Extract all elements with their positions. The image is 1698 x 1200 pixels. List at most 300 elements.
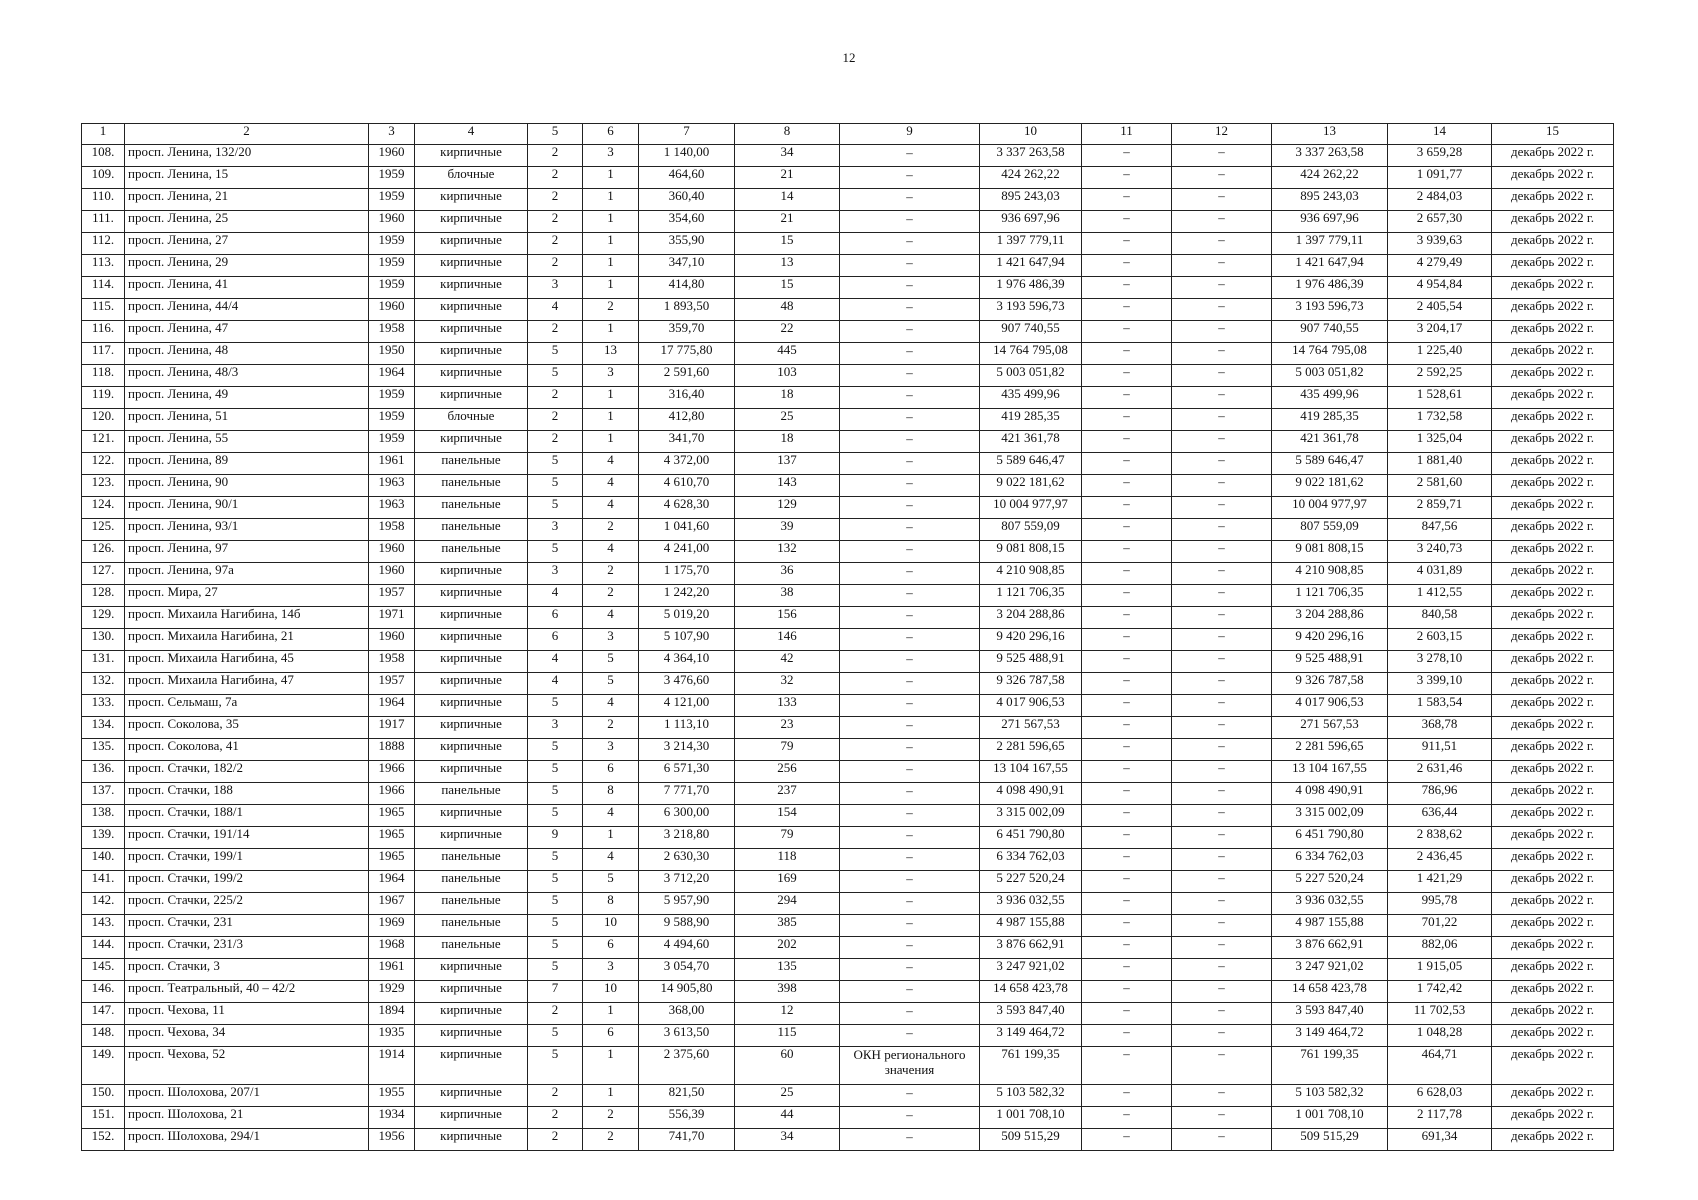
cell-cost-per-sqm: 1 412,55	[1388, 585, 1492, 607]
cell-floors: 5	[528, 849, 583, 871]
cell-deadline: декабрь 2022 г.	[1492, 1047, 1614, 1085]
cell-year-built: 1959	[369, 255, 415, 277]
column-header-7: 7	[639, 124, 735, 145]
table-row	[82, 387, 1614, 409]
cell-year-built: 1969	[369, 915, 415, 937]
cell-cost-col-12: –	[1172, 563, 1272, 585]
cell-cost-col-11: –	[1082, 453, 1172, 475]
cell-entrances: 8	[583, 783, 639, 805]
cell-cost-col-13: 3 593 847,40	[1272, 1003, 1388, 1025]
cell-entrances: 1	[583, 211, 639, 233]
table-row	[82, 673, 1614, 695]
cell-area: 14 905,80	[639, 981, 735, 1003]
cell-heritage-status: –	[840, 915, 980, 937]
cell-row-number: 116.	[82, 321, 125, 343]
cell-year-built: 1958	[369, 321, 415, 343]
cell-cost-col-13: 5 003 051,82	[1272, 365, 1388, 387]
cell-cost-col-12: –	[1172, 761, 1272, 783]
column-header-10: 10	[980, 124, 1082, 145]
cell-heritage-status: –	[840, 959, 980, 981]
cell-cost-col-13: 4 098 490,91	[1272, 783, 1388, 805]
table-row	[82, 497, 1614, 519]
cell-residents: 15	[735, 233, 840, 255]
cell-floors: 5	[528, 915, 583, 937]
cell-area: 1 175,70	[639, 563, 735, 585]
cell-row-number: 121.	[82, 431, 125, 453]
cell-cost-total: 424 262,22	[980, 167, 1082, 189]
cell-floors: 5	[528, 695, 583, 717]
cell-wall-material: кирпичные	[415, 959, 528, 981]
cell-year-built: 1964	[369, 871, 415, 893]
cell-residents: 32	[735, 673, 840, 695]
cell-floors: 5	[528, 893, 583, 915]
cell-cost-col-11: –	[1082, 563, 1172, 585]
cell-deadline: декабрь 2022 г.	[1492, 145, 1614, 167]
cell-deadline: декабрь 2022 г.	[1492, 343, 1614, 365]
cell-row-number: 110.	[82, 189, 125, 211]
cell-wall-material: кирпичные	[415, 761, 528, 783]
cell-cost-col-11: –	[1082, 717, 1172, 739]
cell-cost-per-sqm: 847,56	[1388, 519, 1492, 541]
cell-cost-per-sqm: 3 399,10	[1388, 673, 1492, 695]
cell-row-number: 144.	[82, 937, 125, 959]
cell-row-number: 135.	[82, 739, 125, 761]
cell-floors: 5	[528, 1047, 583, 1085]
cell-area: 412,80	[639, 409, 735, 431]
cell-cost-col-11: –	[1082, 343, 1172, 365]
cell-cost-total: 1 121 706,35	[980, 585, 1082, 607]
cell-residents: 129	[735, 497, 840, 519]
cell-cost-col-11: –	[1082, 937, 1172, 959]
cell-wall-material: кирпичные	[415, 563, 528, 585]
cell-cost-col-13: 3 247 921,02	[1272, 959, 1388, 981]
cell-address: просп. Ленина, 90/1	[125, 497, 369, 519]
cell-wall-material: панельные	[415, 497, 528, 519]
cell-cost-total: 14 764 795,08	[980, 343, 1082, 365]
cell-year-built: 1959	[369, 277, 415, 299]
cell-wall-material: кирпичные	[415, 629, 528, 651]
cell-area: 3 476,60	[639, 673, 735, 695]
cell-deadline: декабрь 2022 г.	[1492, 299, 1614, 321]
cell-deadline: декабрь 2022 г.	[1492, 783, 1614, 805]
cell-cost-col-13: 3 876 662,91	[1272, 937, 1388, 959]
cell-cost-col-11: –	[1082, 629, 1172, 651]
cell-wall-material: кирпичные	[415, 189, 528, 211]
cell-cost-col-13: 807 559,09	[1272, 519, 1388, 541]
cell-wall-material: панельные	[415, 783, 528, 805]
cell-cost-per-sqm: 368,78	[1388, 717, 1492, 739]
cell-row-number: 127.	[82, 563, 125, 585]
cell-year-built: 1960	[369, 541, 415, 563]
cell-cost-total: 2 281 596,65	[980, 739, 1082, 761]
cell-wall-material: кирпичные	[415, 981, 528, 1003]
cell-address: просп. Соколова, 41	[125, 739, 369, 761]
cell-entrances: 4	[583, 607, 639, 629]
table-row	[82, 1047, 1614, 1085]
table-row	[82, 981, 1614, 1003]
cell-cost-col-11: –	[1082, 651, 1172, 673]
cell-cost-per-sqm: 1 325,04	[1388, 431, 1492, 453]
cell-wall-material: панельные	[415, 871, 528, 893]
cell-cost-total: 5 227 520,24	[980, 871, 1082, 893]
cell-residents: 25	[735, 1085, 840, 1107]
cell-floors: 2	[528, 431, 583, 453]
cell-deadline: декабрь 2022 г.	[1492, 959, 1614, 981]
column-header-6: 6	[583, 124, 639, 145]
cell-row-number: 118.	[82, 365, 125, 387]
cell-cost-col-13: 10 004 977,97	[1272, 497, 1388, 519]
cell-cost-col-12: –	[1172, 255, 1272, 277]
cell-wall-material: кирпичные	[415, 1085, 528, 1107]
cell-address: просп. Ленина, 48	[125, 343, 369, 365]
cell-row-number: 133.	[82, 695, 125, 717]
cell-cost-per-sqm: 1 048,28	[1388, 1025, 1492, 1047]
table-row	[82, 827, 1614, 849]
cell-address: просп. Ленина, 97	[125, 541, 369, 563]
cell-heritage-status: –	[840, 299, 980, 321]
cell-cost-per-sqm: 1 881,40	[1388, 453, 1492, 475]
cell-residents: 34	[735, 1129, 840, 1151]
cell-cost-col-11: –	[1082, 519, 1172, 541]
cell-deadline: декабрь 2022 г.	[1492, 893, 1614, 915]
cell-deadline: декабрь 2022 г.	[1492, 915, 1614, 937]
cell-cost-col-11: –	[1082, 211, 1172, 233]
cell-cost-col-13: 3 193 596,73	[1272, 299, 1388, 321]
cell-address: просп. Михаила Нагибина, 21	[125, 629, 369, 651]
cell-row-number: 123.	[82, 475, 125, 497]
cell-floors: 3	[528, 277, 583, 299]
cell-area: 6 300,00	[639, 805, 735, 827]
cell-cost-col-11: –	[1082, 497, 1172, 519]
cell-cost-total: 3 936 032,55	[980, 893, 1082, 915]
cell-address: просп. Ленина, 89	[125, 453, 369, 475]
cell-floors: 5	[528, 1025, 583, 1047]
cell-floors: 7	[528, 981, 583, 1003]
cell-cost-col-12: –	[1172, 519, 1272, 541]
table-row	[82, 475, 1614, 497]
cell-floors: 5	[528, 475, 583, 497]
cell-floors: 5	[528, 761, 583, 783]
cell-cost-col-12: –	[1172, 145, 1272, 167]
cell-entrances: 4	[583, 497, 639, 519]
cell-residents: 115	[735, 1025, 840, 1047]
cell-deadline: декабрь 2022 г.	[1492, 453, 1614, 475]
cell-wall-material: кирпичные	[415, 343, 528, 365]
cell-address: просп. Михаила Нагибина, 47	[125, 673, 369, 695]
cell-residents: 154	[735, 805, 840, 827]
cell-cost-col-13: 1 421 647,94	[1272, 255, 1388, 277]
cell-cost-per-sqm: 1 732,58	[1388, 409, 1492, 431]
cell-cost-per-sqm: 2 117,78	[1388, 1107, 1492, 1129]
cell-row-number: 114.	[82, 277, 125, 299]
cell-floors: 5	[528, 805, 583, 827]
cell-cost-col-12: –	[1172, 651, 1272, 673]
cell-row-number: 112.	[82, 233, 125, 255]
cell-deadline: декабрь 2022 г.	[1492, 365, 1614, 387]
cell-heritage-status: –	[840, 475, 980, 497]
cell-floors: 5	[528, 453, 583, 475]
cell-area: 3 613,50	[639, 1025, 735, 1047]
cell-wall-material: кирпичные	[415, 1003, 528, 1025]
cell-area: 3 214,30	[639, 739, 735, 761]
cell-cost-per-sqm: 3 939,63	[1388, 233, 1492, 255]
cell-year-built: 1965	[369, 849, 415, 871]
cell-row-number: 145.	[82, 959, 125, 981]
cell-cost-total: 9 525 488,91	[980, 651, 1082, 673]
cell-year-built: 1894	[369, 1003, 415, 1025]
cell-residents: 256	[735, 761, 840, 783]
cell-cost-total: 3 315 002,09	[980, 805, 1082, 827]
cell-cost-per-sqm: 1 091,77	[1388, 167, 1492, 189]
cell-cost-per-sqm: 2 859,71	[1388, 497, 1492, 519]
cell-heritage-status: –	[840, 695, 980, 717]
cell-wall-material: кирпичные	[415, 1025, 528, 1047]
cell-address: просп. Ленина, 21	[125, 189, 369, 211]
cell-cost-col-11: –	[1082, 1003, 1172, 1025]
cell-cost-total: 1 976 486,39	[980, 277, 1082, 299]
cell-floors: 5	[528, 739, 583, 761]
cell-cost-col-12: –	[1172, 673, 1272, 695]
cell-entrances: 2	[583, 585, 639, 607]
cell-address: просп. Ленина, 41	[125, 277, 369, 299]
cell-cost-col-11: –	[1082, 849, 1172, 871]
cell-entrances: 1	[583, 189, 639, 211]
cell-heritage-status: –	[840, 1003, 980, 1025]
cell-area: 17 775,80	[639, 343, 735, 365]
cell-heritage-status: –	[840, 871, 980, 893]
cell-cost-total: 3 337 263,58	[980, 145, 1082, 167]
cell-entrances: 5	[583, 651, 639, 673]
cell-row-number: 132.	[82, 673, 125, 695]
cell-wall-material: панельные	[415, 475, 528, 497]
cell-heritage-status: –	[840, 739, 980, 761]
cell-wall-material: кирпичные	[415, 277, 528, 299]
cell-entrances: 2	[583, 519, 639, 541]
cell-cost-total: 6 334 762,03	[980, 849, 1082, 871]
table-row	[82, 959, 1614, 981]
cell-area: 316,40	[639, 387, 735, 409]
cell-area: 4 372,00	[639, 453, 735, 475]
cell-heritage-status: –	[840, 211, 980, 233]
cell-cost-col-13: 1 397 779,11	[1272, 233, 1388, 255]
cell-cost-col-12: –	[1172, 871, 1272, 893]
cell-cost-col-13: 9 420 296,16	[1272, 629, 1388, 651]
cell-cost-per-sqm: 840,58	[1388, 607, 1492, 629]
cell-cost-col-13: 3 337 263,58	[1272, 145, 1388, 167]
cell-cost-col-13: 14 658 423,78	[1272, 981, 1388, 1003]
cell-cost-col-11: –	[1082, 673, 1172, 695]
cell-cost-col-11: –	[1082, 233, 1172, 255]
cell-entrances: 5	[583, 871, 639, 893]
table-row	[82, 1025, 1614, 1047]
cell-entrances: 2	[583, 563, 639, 585]
cell-floors: 3	[528, 717, 583, 739]
table-row	[82, 695, 1614, 717]
cell-year-built: 1957	[369, 585, 415, 607]
cell-area: 2 375,60	[639, 1047, 735, 1085]
cell-residents: 39	[735, 519, 840, 541]
cell-entrances: 6	[583, 761, 639, 783]
cell-deadline: декабрь 2022 г.	[1492, 211, 1614, 233]
cell-deadline: декабрь 2022 г.	[1492, 431, 1614, 453]
table-row	[82, 849, 1614, 871]
cell-wall-material: панельные	[415, 453, 528, 475]
table-body	[82, 145, 1614, 1151]
cell-area: 414,80	[639, 277, 735, 299]
cell-cost-col-12: –	[1172, 1085, 1272, 1107]
cell-area: 2 591,60	[639, 365, 735, 387]
cell-deadline: декабрь 2022 г.	[1492, 1107, 1614, 1129]
cell-heritage-status: –	[840, 585, 980, 607]
cell-address: просп. Ленина, 97а	[125, 563, 369, 585]
cell-residents: 385	[735, 915, 840, 937]
cell-entrances: 10	[583, 981, 639, 1003]
cell-entrances: 1	[583, 255, 639, 277]
table-row	[82, 783, 1614, 805]
cell-address: просп. Стачки, 3	[125, 959, 369, 981]
cell-cost-col-12: –	[1172, 585, 1272, 607]
cell-area: 1 140,00	[639, 145, 735, 167]
cell-row-number: 142.	[82, 893, 125, 915]
table-row	[82, 343, 1614, 365]
cell-heritage-status: –	[840, 607, 980, 629]
cell-cost-col-12: –	[1172, 431, 1272, 453]
cell-heritage-status: –	[840, 453, 980, 475]
table-row	[82, 937, 1614, 959]
cell-deadline: декабрь 2022 г.	[1492, 167, 1614, 189]
cell-residents: 103	[735, 365, 840, 387]
cell-cost-col-12: –	[1172, 189, 1272, 211]
cell-area: 4 610,70	[639, 475, 735, 497]
cell-entrances: 1	[583, 387, 639, 409]
cell-entrances: 1	[583, 827, 639, 849]
table-row	[82, 409, 1614, 431]
cell-cost-col-11: –	[1082, 695, 1172, 717]
cell-entrances: 3	[583, 629, 639, 651]
cell-cost-total: 419 285,35	[980, 409, 1082, 431]
cell-cost-per-sqm: 636,44	[1388, 805, 1492, 827]
cell-year-built: 1960	[369, 211, 415, 233]
cell-year-built: 1934	[369, 1107, 415, 1129]
cell-heritage-status: –	[840, 717, 980, 739]
cell-cost-col-11: –	[1082, 1047, 1172, 1085]
cell-heritage-status: –	[840, 431, 980, 453]
cell-area: 3 712,20	[639, 871, 735, 893]
table-row	[82, 365, 1614, 387]
cell-entrances: 4	[583, 805, 639, 827]
cell-year-built: 1965	[369, 805, 415, 827]
cell-deadline: декабрь 2022 г.	[1492, 629, 1614, 651]
cell-cost-total: 14 658 423,78	[980, 981, 1082, 1003]
cell-deadline: декабрь 2022 г.	[1492, 409, 1614, 431]
cell-cost-per-sqm: 3 204,17	[1388, 321, 1492, 343]
cell-wall-material: кирпичные	[415, 1047, 528, 1085]
cell-area: 5 019,20	[639, 607, 735, 629]
cell-residents: 445	[735, 343, 840, 365]
cell-heritage-status: –	[840, 783, 980, 805]
cell-floors: 6	[528, 607, 583, 629]
cell-residents: 137	[735, 453, 840, 475]
cell-floors: 4	[528, 585, 583, 607]
cell-cost-total: 9 022 181,62	[980, 475, 1082, 497]
cell-heritage-status: –	[840, 827, 980, 849]
cell-residents: 143	[735, 475, 840, 497]
cell-floors: 2	[528, 189, 583, 211]
cell-cost-col-11: –	[1082, 431, 1172, 453]
cell-deadline: декабрь 2022 г.	[1492, 475, 1614, 497]
cell-wall-material: кирпичные	[415, 211, 528, 233]
cell-address: просп. Стачки, 199/2	[125, 871, 369, 893]
cell-cost-col-12: –	[1172, 849, 1272, 871]
cell-floors: 5	[528, 343, 583, 365]
cell-year-built: 1959	[369, 431, 415, 453]
cell-address: просп. Стачки, 188	[125, 783, 369, 805]
cell-year-built: 1958	[369, 651, 415, 673]
cell-cost-total: 4 987 155,88	[980, 915, 1082, 937]
column-header-1: 1	[82, 124, 125, 145]
table-row	[82, 629, 1614, 651]
cell-wall-material: панельные	[415, 893, 528, 915]
cell-row-number: 109.	[82, 167, 125, 189]
cell-residents: 133	[735, 695, 840, 717]
cell-cost-col-11: –	[1082, 387, 1172, 409]
cell-residents: 202	[735, 937, 840, 959]
table-row	[82, 233, 1614, 255]
cell-cost-col-13: 3 315 002,09	[1272, 805, 1388, 827]
cell-cost-per-sqm: 2 603,15	[1388, 629, 1492, 651]
cell-row-number: 140.	[82, 849, 125, 871]
cell-address: просп. Ленина, 15	[125, 167, 369, 189]
cell-residents: 14	[735, 189, 840, 211]
cell-row-number: 134.	[82, 717, 125, 739]
cell-wall-material: кирпичные	[415, 739, 528, 761]
column-header-3: 3	[369, 124, 415, 145]
cell-row-number: 141.	[82, 871, 125, 893]
cell-deadline: декабрь 2022 г.	[1492, 541, 1614, 563]
cell-year-built: 1963	[369, 475, 415, 497]
cell-address: просп. Шолохова, 294/1	[125, 1129, 369, 1151]
cell-cost-col-12: –	[1172, 1003, 1272, 1025]
cell-heritage-status: –	[840, 893, 980, 915]
cell-address: просп. Ленина, 93/1	[125, 519, 369, 541]
cell-wall-material: кирпичные	[415, 717, 528, 739]
cell-cost-col-13: 5 103 582,32	[1272, 1085, 1388, 1107]
cell-deadline: декабрь 2022 г.	[1492, 277, 1614, 299]
cell-entrances: 1	[583, 277, 639, 299]
cell-address: просп. Чехова, 11	[125, 1003, 369, 1025]
cell-area: 354,60	[639, 211, 735, 233]
cell-address: просп. Мира, 27	[125, 585, 369, 607]
cell-cost-col-13: 4 017 906,53	[1272, 695, 1388, 717]
cell-cost-per-sqm: 2 657,30	[1388, 211, 1492, 233]
cell-cost-col-12: –	[1172, 739, 1272, 761]
table-row	[82, 189, 1614, 211]
cell-deadline: декабрь 2022 г.	[1492, 871, 1614, 893]
cell-row-number: 149.	[82, 1047, 125, 1085]
cell-entrances: 4	[583, 475, 639, 497]
cell-year-built: 1959	[369, 387, 415, 409]
cell-heritage-status: –	[840, 1129, 980, 1151]
cell-row-number: 126.	[82, 541, 125, 563]
cell-wall-material: кирпичные	[415, 299, 528, 321]
cell-floors: 2	[528, 233, 583, 255]
cell-entrances: 1	[583, 1085, 639, 1107]
cell-floors: 2	[528, 1003, 583, 1025]
cell-row-number: 131.	[82, 651, 125, 673]
cell-area: 1 041,60	[639, 519, 735, 541]
table-row	[82, 871, 1614, 893]
cell-deadline: декабрь 2022 г.	[1492, 387, 1614, 409]
